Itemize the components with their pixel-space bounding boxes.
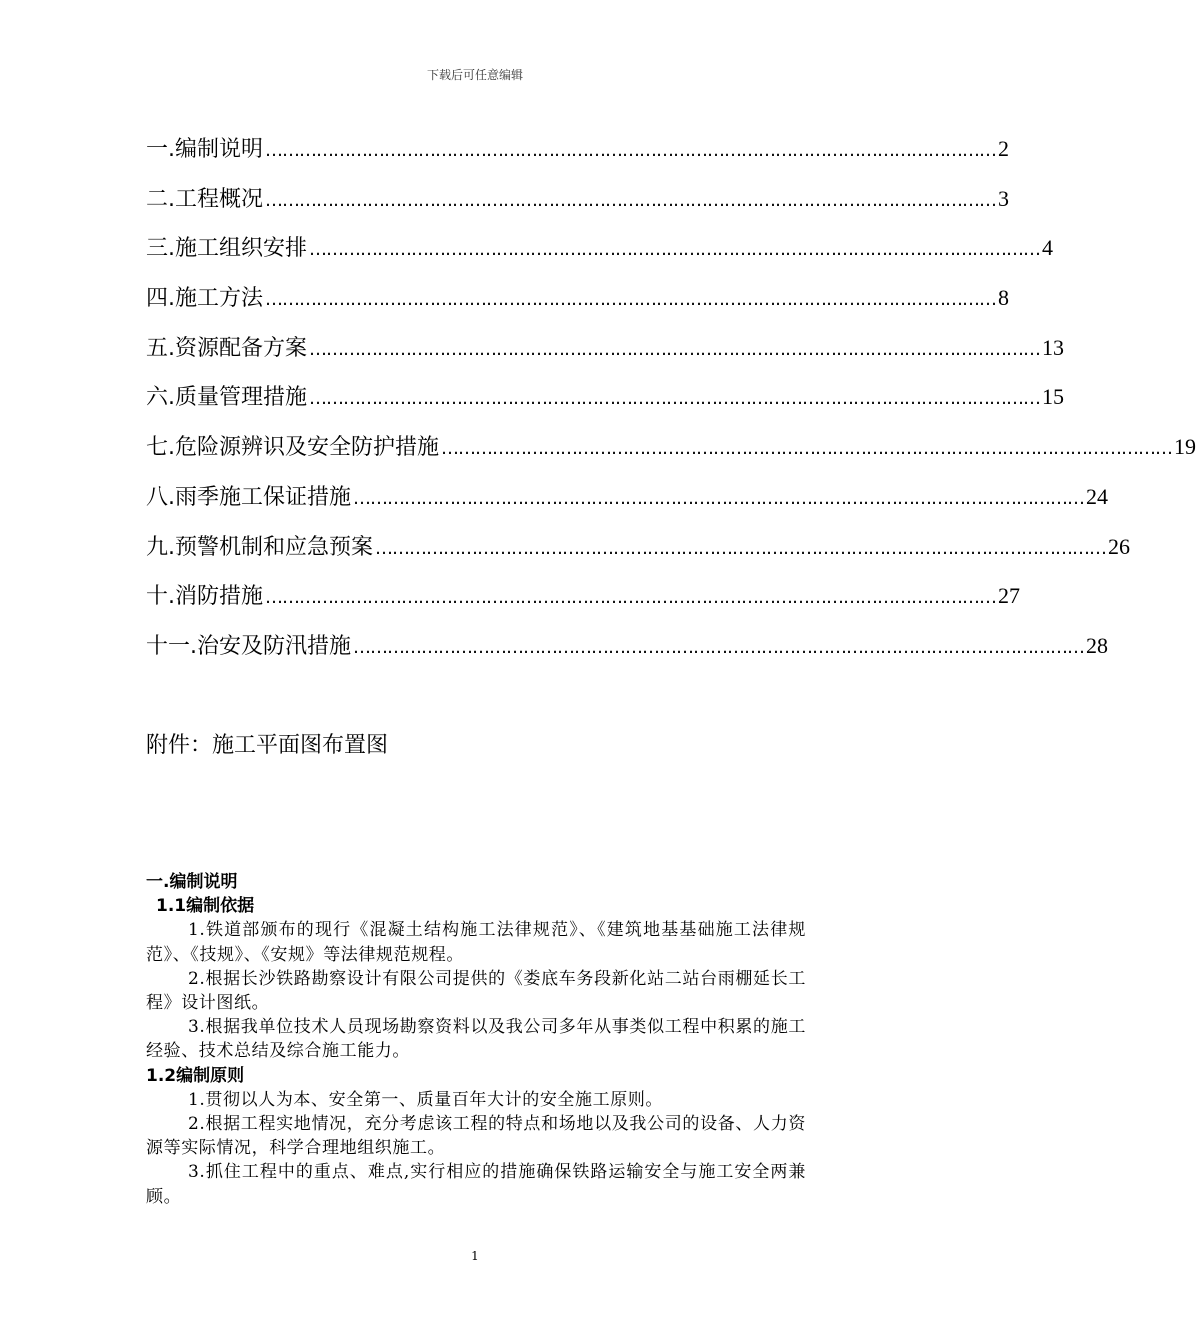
toc-entry[interactable]	[146, 231, 1053, 281]
toc-page-number: 19	[1174, 434, 1196, 460]
toc-leader-dots: …………………………………………………………………………………………………………………	[353, 487, 1084, 509]
paragraph: 2.根据长沙铁路勘察设计有限公司提供的《娄底车务段新化站二站台雨棚延长工程》设计图纸。	[146, 968, 806, 1014]
toc-label: 十.消防措施	[146, 584, 263, 610]
toc-label: 一.编制说明	[146, 137, 263, 162]
toc-page-number: 27	[998, 583, 1020, 609]
paragraph: 3.抓住工程中的重点、难点,实行相应的措施确保铁路运输安全与施工安全两兼顾。	[146, 1162, 806, 1207]
toc-label: 八.雨季施工保证措施	[146, 484, 351, 510]
toc-leader-dots: …………………………………………………………………………………………………………………	[265, 587, 996, 609]
toc-page-number: 28	[1086, 632, 1108, 658]
toc-entry[interactable]	[146, 430, 1196, 480]
paragraph: 2.根据工程实地情况，充分考虑该工程的特点和场地以及我公司的设备、人力资源等实际情况，科学合理地组织施工。	[146, 1114, 806, 1159]
page-number: 1	[471, 1249, 479, 1263]
section-content	[146, 870, 806, 1209]
toc-entry[interactable]	[146, 182, 1009, 232]
toc-page-number: 24	[1086, 483, 1108, 509]
toc-entry[interactable]	[146, 629, 1108, 679]
toc-entry[interactable]	[146, 380, 1064, 430]
toc-page-number: 15	[1042, 384, 1064, 410]
toc-label: 三.施工组织安排	[146, 236, 307, 262]
toc-leader-dots: …………………………………………………………………………………………………………………	[441, 438, 1172, 460]
subsection-title: 1.1编制依据	[156, 896, 255, 917]
toc-entry[interactable]	[146, 331, 1064, 381]
subsection-title: 1.2编制原则	[146, 1065, 245, 1086]
toc-leader-dots: …………………………………………………………………………………………………………………	[265, 140, 996, 161]
toc-leader-dots: …………………………………………………………………………………………………………………	[375, 537, 1106, 559]
paragraph: 3.根据我单位技术人员现场勘察资料以及我公司多年从事类似工程中积累的施工经验、技术总结及综合施工能力。	[146, 1017, 806, 1062]
toc-entry[interactable]	[146, 132, 1009, 182]
toc-entry[interactable]	[146, 530, 1130, 580]
toc-leader-dots: …………………………………………………………………………………………………………………	[265, 289, 996, 311]
toc-label: 二.工程概况	[146, 186, 263, 212]
table-of-contents	[146, 132, 1196, 679]
toc-label: 六.质量管理措施	[146, 385, 307, 411]
toc-label: 七.危险源辨识及安全防护措施	[146, 435, 439, 461]
page-header: 下载后可任意编辑	[426, 68, 523, 82]
toc-entry[interactable]	[146, 281, 1009, 331]
attachment-note: 附件：施工平面图布置图	[146, 733, 389, 758]
toc-label: 十一.治安及防汛措施	[146, 633, 351, 659]
toc-leader-dots: …………………………………………………………………………………………………………………	[309, 239, 1040, 261]
toc-leader-dots: …………………………………………………………………………………………………………………	[309, 388, 1040, 410]
paragraph: 1.贯彻以人为本、安全第一、质量百年大计的安全施工原则。	[188, 1089, 664, 1110]
toc-page-number: 3	[998, 185, 1009, 211]
paragraph: 1.铁道部颁布的现行《混凝土结构施工法律规范》、《建筑地基基础施工法律规范》、《技规》、《安规》等法律规范规程。	[146, 920, 806, 965]
toc-label: 九.预警机制和应急预案	[146, 534, 373, 560]
toc-page-number: 26	[1108, 533, 1130, 559]
toc-page-number: 4	[1042, 235, 1053, 261]
toc-leader-dots: …………………………………………………………………………………………………………………	[265, 189, 996, 211]
section-title: 一.编制说明	[146, 872, 238, 892]
toc-entry[interactable]	[146, 480, 1108, 530]
toc-entry[interactable]	[146, 579, 1020, 629]
toc-page-number: 8	[998, 285, 1009, 311]
toc-label: 五.资源配备方案	[146, 335, 307, 361]
toc-label: 四.施工方法	[146, 286, 263, 312]
toc-page-number: 13	[1042, 334, 1064, 360]
toc-leader-dots: …………………………………………………………………………………………………………………	[353, 636, 1084, 658]
toc-leader-dots: …………………………………………………………………………………………………………………	[309, 338, 1040, 360]
toc-page-number: 2	[998, 136, 1009, 161]
